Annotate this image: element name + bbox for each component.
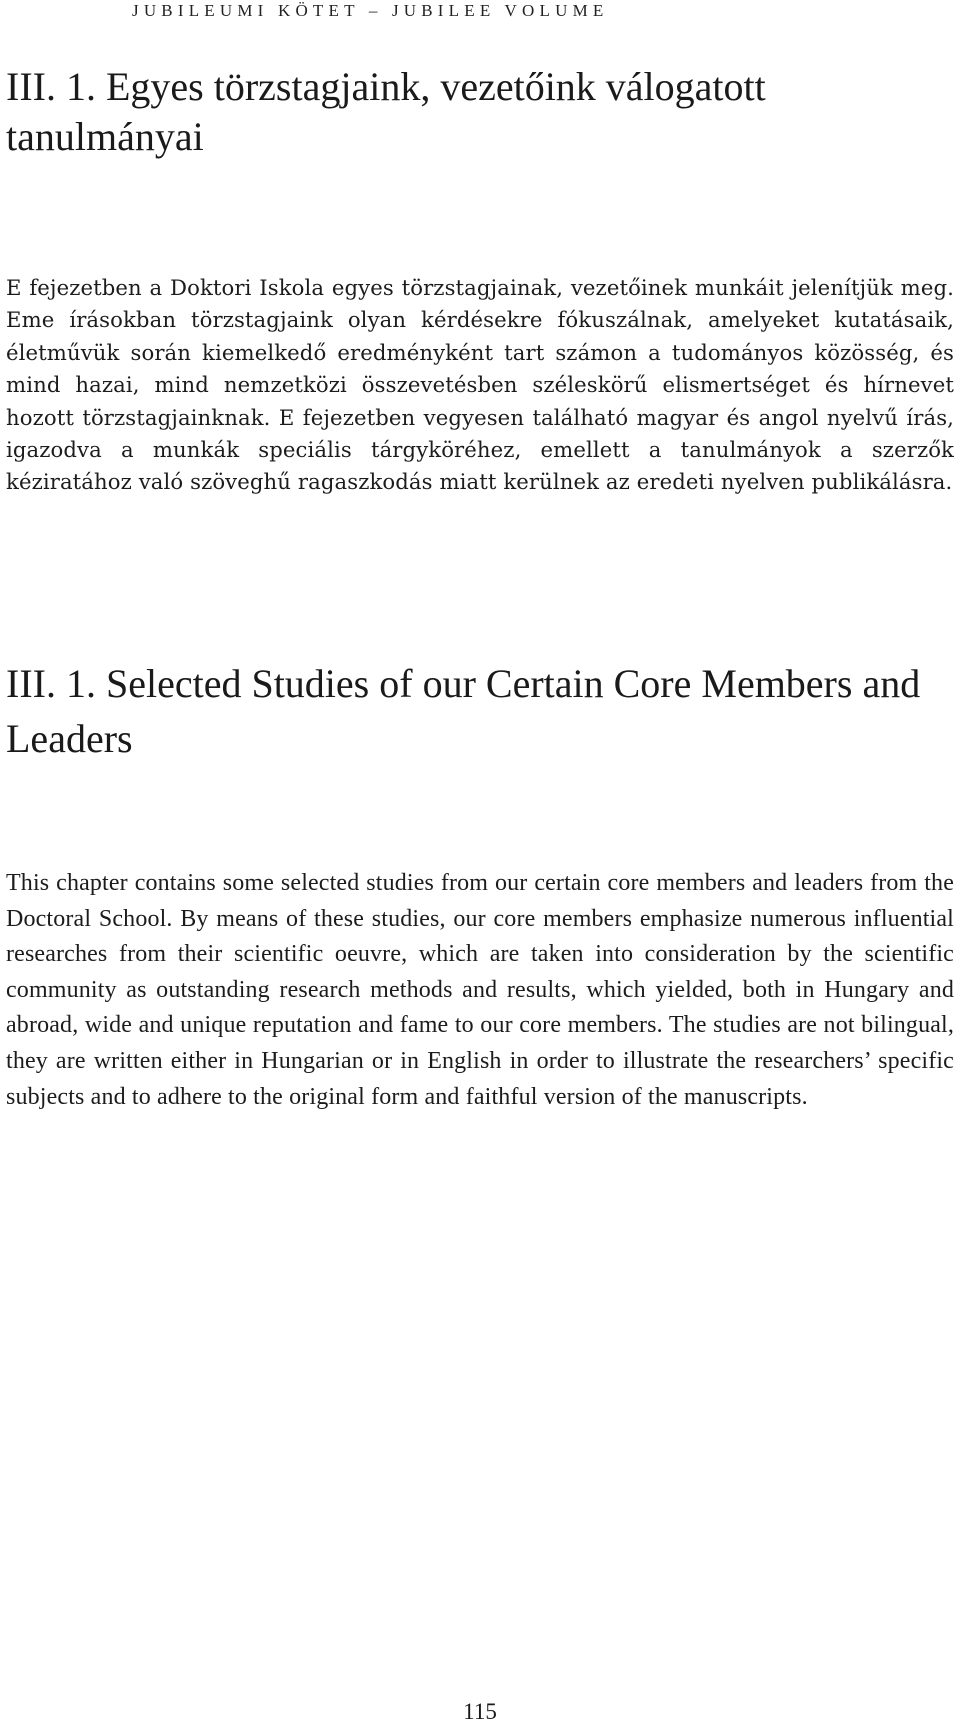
chapter-heading-english: III. 1. Selected Studies of our Certain Core Members and Leaders [6,661,921,761]
chapter-heading-hungarian: III. 1. Egyes törzstagjaink, vezetőink válogatott tanulmányai [6,64,766,159]
chapter-intro-hungarian: E fejezetben a Doktori Iskola egyes törzstagjainak, vezetőinek munkáit jelenítjük meg. Eme írásokban törzstagjaink olyan kérdésekre fókuszálnak, amelyeket kutatásaik, életművük során kiemelkedő eredményként tart számon a tudományos közösség, és mind hazai, mind nemzetközi összevetésben széleskörű elismertséget és hírnevet hozott törzstagjainknak. E fejezetben vegyesen található magyar és angol nyelvű írás, igazodva a munkák speciális tárgyköréhez, emellett a tanulmányok a szerzők kéziratához való szöveghű ragaszkodás miatt kerülnek az eredeti nyelven publikálásra. [6,275,954,495]
running-header: JUBILEUMI KÖTET – JUBILEE VOLUME [132,1,609,20]
chapter-intro-english: This chapter contains some selected studies from our certain core members and leaders from the Doctoral School. By means of these studies, our core members emphasize numerous influential researches from their scientific oeuvre, which are taken into consideration by the scientific community as outstanding research methods and results, which yielded, both in Hungary and abroad, wide and unique reputation and fame to our core members. The studies are not bilingual, they are written either in Hungarian or in English in order to illustrate the researchers’ specific subjects and to adhere to the original form and faithful version of the manuscripts. [6,870,954,1110]
page-number: 115 [463,1699,497,1724]
